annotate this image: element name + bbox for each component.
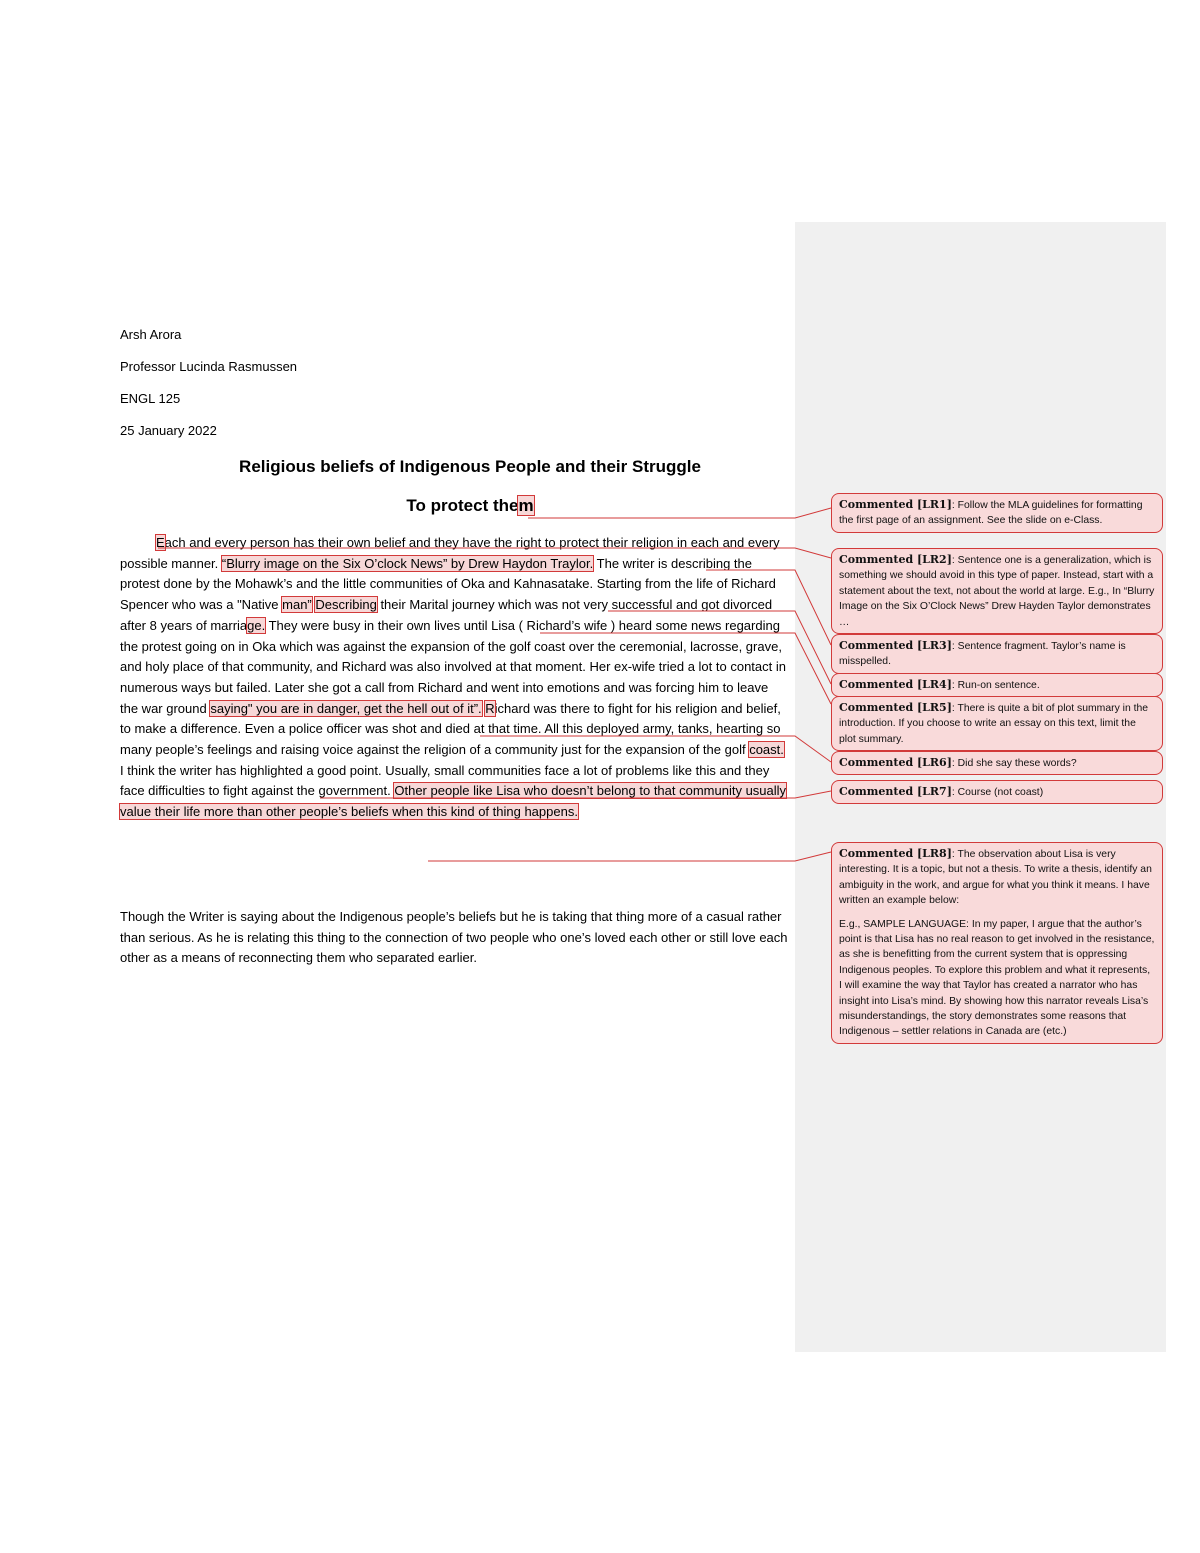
comment-text: : The observation about Lisa is very interesting. It is a topic, but not a thesis. To write a thesis, identify an ambiguity in the work, and argue for what you think it means. I have written an example below: <box>839 849 1152 907</box>
text-run: ach and every person has their own belief and they have the right to protect their religion in each and every possible manner. <box>120 535 780 571</box>
comment-label: Commented [LR5] <box>839 701 952 714</box>
comment-anchor-lr4[interactable]: man” <box>282 597 312 613</box>
comment-anchor-lr5[interactable]: ge. <box>247 617 266 633</box>
comment-label: Commented [LR2] <box>839 553 952 566</box>
comment-text: : Sentence one is a generalization, which is something we should avoid in this type of paper. Instead, start with a statement about the text, not about the world at large. E.g., In “Blurry Image on the Six O’Clock News” Drew Hayden Taylor demonstrates … <box>839 555 1155 628</box>
comment-anchor-lr2[interactable]: E <box>156 535 165 550</box>
comment-lr7[interactable] <box>831 780 1163 804</box>
comment-lr6[interactable] <box>831 751 1163 775</box>
text-run: their Marital journey which was not very successful and got divorced after 8 years of marria <box>120 597 773 633</box>
comment-label: Commented [LR3] <box>839 639 952 652</box>
title-line-2-text: To protect the <box>406 496 519 515</box>
comment-anchor-lr4b[interactable]: Describing <box>315 597 377 613</box>
comment-lr8[interactable] <box>831 842 1163 1044</box>
comment-anchor-lr8[interactable]: Other people like Lisa who doesn’t belong to that community usually value their life more than other people’s beliefs when this kind of thing happens. <box>120 783 787 820</box>
comment-lr2[interactable] <box>831 548 1163 634</box>
comment-anchor-lr6b[interactable]: R <box>485 700 495 716</box>
course-code: ENGL 125 <box>120 391 181 406</box>
comment-lr1[interactable] <box>831 493 1163 533</box>
comment-anchor-lr7[interactable]: coast. <box>749 742 784 758</box>
comment-lr4[interactable] <box>831 673 1163 697</box>
comment-text: : Did she say these words? <box>951 758 1077 769</box>
comment-label: Commented [LR6] <box>839 756 952 769</box>
comment-text: : There is quite a bit of plot summary in the introduction. If you choose to write an essay on this text, limit the plot summary. <box>839 703 1149 745</box>
title-line-2 <box>120 496 820 516</box>
paragraph-1 <box>120 533 788 823</box>
comment-text: : Course (not coast) <box>951 787 1044 798</box>
comment-paragraph-gap <box>839 909 1155 917</box>
comment-anchor-lr6[interactable]: saying" you are in danger, get the hell out of it”. <box>210 700 482 716</box>
comment-text: : Follow the MLA guidelines for formatting the first page of an assignment. See the slide on e-Class. <box>839 500 1143 527</box>
comment-text-2: E.g., SAMPLE LANGUAGE: In my paper, I argue that the author’s point is that Lisa has no real reason to get involved in the resistance, as she is benefitting from the current system that is oppressing Indigenous peoples. To explore this problem and what it represents, I will examine the way that Taylor has created a narrator who has insight into Lisa’s mind. By showing how this narrator reveals Lisa’s misunderstandings, the story demonstrates some reasons that Indigenous – settler relations in Canada are (etc.) <box>839 918 1155 1038</box>
comment-label: Commented [LR7] <box>839 785 952 798</box>
author-name: Arsh Arora <box>120 327 182 342</box>
comment-anchor-lr3[interactable]: “Blurry image on the Six O’clock News” by Drew Haydon Traylor. <box>221 555 594 571</box>
text-run: I think the writer has highlighted a good point. Usually, small communities face a lot of problems like this and they face difficulties to fight against the government. <box>120 762 770 799</box>
comment-lr3[interactable] <box>831 634 1163 674</box>
comment-label: Commented [LR1] <box>839 498 952 511</box>
text-run: ichard was there to fight for his religion and belief, to make a difference. Even a police officer was shot and died at that time. All this deployed army, tanks, hearting so many people’s feelings and raising voice against the religion of a community just for the expansion of the golf <box>120 700 781 758</box>
title-comment-anchor[interactable]: m <box>518 496 534 515</box>
comment-text: : Sentence fragment. Taylor’s name is misspelled. <box>839 641 1126 668</box>
comment-label: Commented [LR4] <box>839 678 952 691</box>
paragraph-2-text: Though the Writer is saying about the Indigenous people’s beliefs but he is taking that thing more of a casual rather than serious. As he is relating this thing to the connection of two people who one’s loved each other or still love each other as a means of reconnecting them who separated earlier. <box>120 909 788 966</box>
date: 25 January 2022 <box>120 423 217 438</box>
text-run: The writer is describing the protest done by the Mohawk’s and the little communities of Oka and Kahnasatake. Starting from the life of Richard Spencer who was a "Native <box>120 555 776 613</box>
comment-text: : Run-on sentence. <box>951 680 1040 691</box>
paragraph-2 <box>120 907 788 969</box>
connector-lr8 <box>428 852 831 861</box>
comment-label: Commented [LR8] <box>839 847 952 860</box>
professor-name: Professor Lucinda Rasmussen <box>120 359 298 374</box>
comment-lr5[interactable] <box>831 696 1163 751</box>
text-run: They were busy in their own lives until Lisa ( Richard’s wife ) heard some news regarding the protest going on in Oka which was against the expansion of the golf coast over the ceremonial, lacrosse, grave, and holy place of that community, and Richard was also involved at that moment. Her ex-wife tried a lot to contact in numerous ways but failed. Later she got a call from Richard and went into emotions and was forcing him to leave the war ground <box>120 617 786 716</box>
title-line-1: Religious beliefs of Indigenous People and their Struggle <box>239 457 701 476</box>
